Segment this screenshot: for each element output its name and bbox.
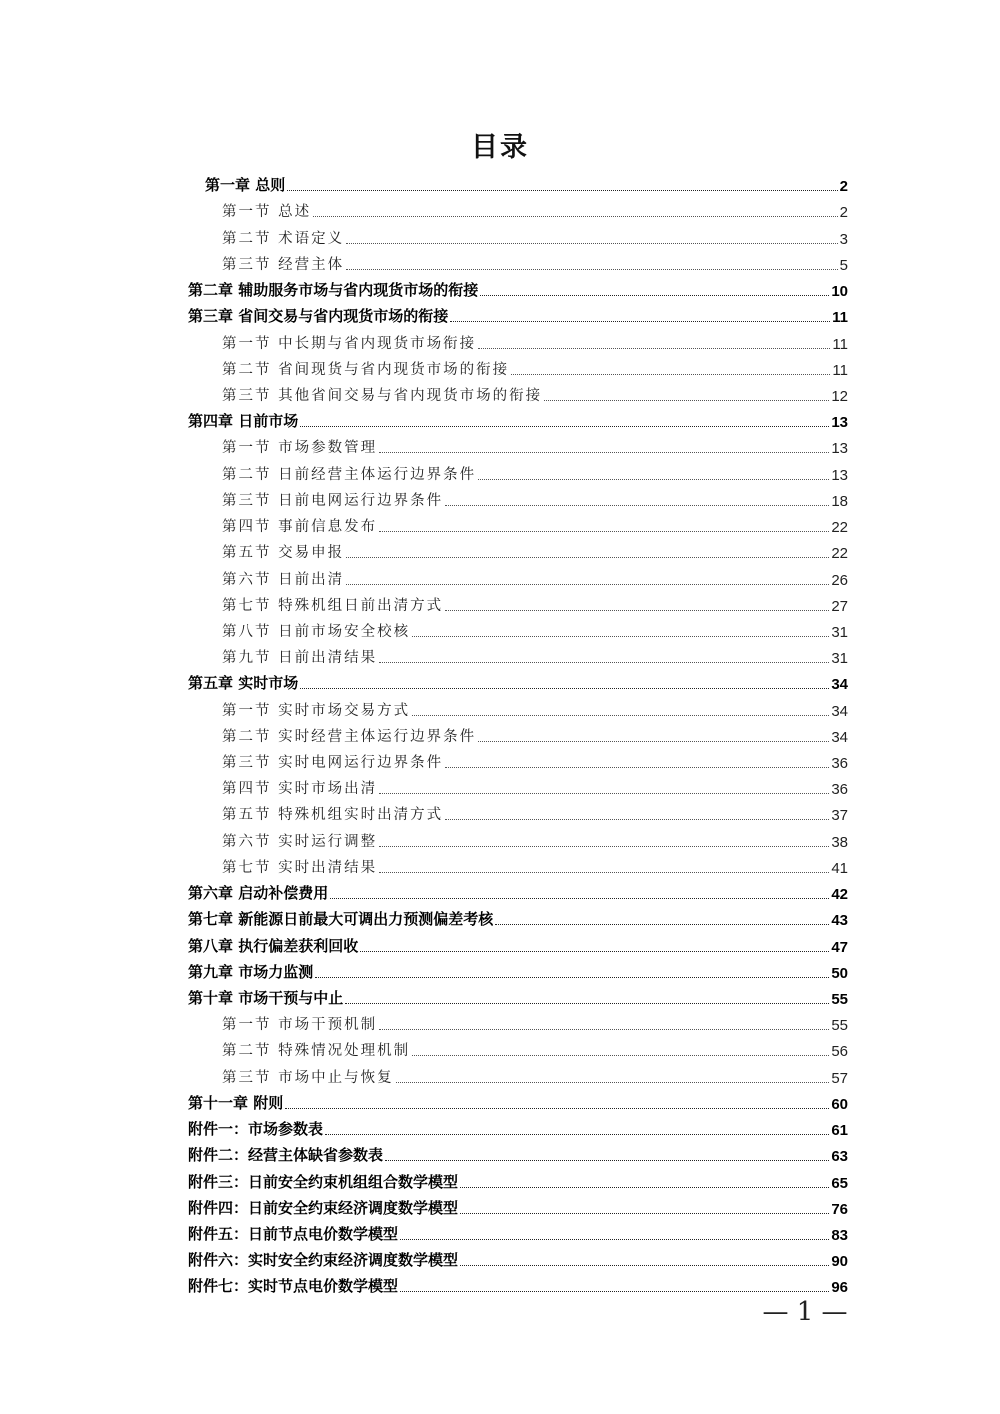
toc-entry-page: 61 [831,1122,848,1140]
toc-section-entry[interactable] [0,695,1000,721]
toc-entry-label: 附件三：日前安全约束机组组合数学模型 [188,1172,459,1191]
toc-dot-leader [360,951,829,952]
toc-dot-leader [396,1082,830,1083]
toc-dot-leader [478,741,829,742]
toc-entry-page: 65 [831,1174,848,1192]
toc-section-entry[interactable] [0,486,1000,512]
toc-dot-leader [379,531,829,532]
toc-chapter-entry[interactable] [0,407,1000,433]
toc-entry-page: 10 [831,283,848,301]
toc-entry-page: 34 [831,702,848,720]
toc-section-entry[interactable] [0,1010,1000,1036]
toc-entry-label: 第一章 总则 [205,176,286,195]
toc-entry-page: 3 [839,230,848,248]
toc-entry-page: 27 [831,597,848,615]
toc-section-entry[interactable] [0,564,1000,590]
toc-entry-page: 55 [831,991,848,1008]
toc-entry-page: 50 [831,964,848,982]
toc-entry-page: 34 [831,676,848,694]
toc-dot-leader [379,846,829,847]
toc-section-entry[interactable] [0,722,1000,748]
toc-entry-page: 60 [831,1095,848,1113]
toc-section-entry[interactable] [0,355,1000,381]
toc-entry-page: 2 [839,204,848,222]
toc-entry-label: 附件五：日前节点电价数学模型 [188,1224,399,1243]
toc-chapter-entry[interactable] [0,171,1000,197]
toc-dot-leader [285,1108,829,1109]
toc-section-entry[interactable] [0,197,1000,223]
toc-dot-leader [495,924,829,925]
toc-section-entry[interactable] [0,800,1000,826]
toc-entry-page: 38 [831,833,848,851]
toc-dot-leader [460,1187,829,1188]
toc-section-entry[interactable] [0,853,1000,879]
toc-section-entry[interactable] [0,250,1000,276]
toc-section-entry[interactable] [0,433,1000,459]
toc-entry-label: 第二节 术语定义 [222,230,345,247]
toc-entry-page: 57 [831,1069,848,1087]
toc-entry-page: 41 [831,859,848,877]
toc-section-entry[interactable] [0,643,1000,669]
toc-entry-page: 22 [831,545,848,563]
toc-entry-label: 第一节 总述 [222,204,312,221]
toc-entry-label: 第四节 事前信息发布 [222,519,378,536]
toc-section-entry[interactable] [0,223,1000,249]
toc-dot-leader [544,400,829,401]
toc-dot-leader [300,688,829,689]
toc-entry-page: 34 [831,728,848,746]
toc-section-entry[interactable] [0,328,1000,354]
toc-section-entry[interactable] [0,1036,1000,1062]
toc-entry-page: 76 [831,1200,848,1218]
toc-chapter-entry[interactable] [0,1141,1000,1167]
toc-entry-label: 附件四：日前安全约束经济调度数学模型 [188,1198,459,1217]
toc-entry-label: 第三章 省间交易与省内现货市场的衔接 [188,307,449,326]
toc-dot-leader [325,1134,829,1135]
toc-entry-page: 18 [831,492,848,510]
toc-dot-leader [313,216,838,217]
toc-dot-leader [346,269,838,270]
toc-entry-page: 37 [831,807,848,825]
toc-entry-label: 附件二：经营主体缺省参数表 [188,1146,384,1165]
toc-dot-leader [379,1029,829,1030]
toc-entry-label: 第六节 日前出清 [222,571,345,588]
toc-entry-label: 第一节 市场干预机制 [222,1017,378,1034]
toc-entry-label: 第二节 省间现货与省内现货市场的衔接 [222,361,510,378]
toc-dot-leader [379,452,829,453]
toc-entry-label: 第三节 经营主体 [222,256,345,273]
toc-dot-leader [445,819,829,820]
toc-entry-page: 12 [831,387,848,405]
toc-entry-label: 第六节 实时运行调整 [222,833,378,850]
page-number: — 1 — [762,1297,848,1327]
toc-entry-label: 第十一章 附则 [188,1093,284,1112]
toc-dot-leader [412,1055,829,1056]
toc-entry-page: 90 [831,1253,848,1271]
toc-entry-label: 第六章 启动补偿费用 [188,884,329,903]
toc-entry-page: 5 [839,256,848,274]
toc-chapter-entry[interactable] [0,302,1000,328]
toc-entry-label: 第二章 辅助服务市场与省内现货市场的衔接 [188,281,479,300]
toc-dot-leader [480,295,829,296]
toc-entry-page: 11 [832,309,848,327]
toc-entry-label: 第一节 实时市场交易方式 [222,702,411,719]
toc-entry-label: 第七节 特殊机组日前出清方式 [222,597,444,614]
toc-dot-leader [287,190,837,191]
toc-dot-leader [379,872,829,873]
toc-dot-leader [412,715,829,716]
toc-entry-page: 36 [831,781,848,799]
toc-section-entry[interactable] [0,826,1000,852]
toc-section-entry[interactable] [0,617,1000,643]
toc-dot-leader [460,1265,829,1266]
toc-dot-leader [412,636,829,637]
toc-dot-leader [445,610,829,611]
toc-chapter-entry[interactable] [0,1220,1000,1246]
toc-chapter-entry[interactable] [0,958,1000,984]
toc-entry-page: 43 [831,912,848,930]
toc-entry-page: 55 [831,1017,848,1035]
toc-entry-page: 96 [831,1279,848,1297]
toc-title: 目录 [471,132,529,163]
toc-entry-label: 第三节 市场中止与恢复 [222,1069,394,1086]
toc-entry-label: 第五章 实时市场 [188,674,299,693]
toc-entry-label: 第五节 交易申报 [222,545,345,562]
toc-entry-page: 13 [831,466,848,484]
toc-dot-leader [379,662,829,663]
toc-dot-leader [346,243,838,244]
toc-entry-label: 第三节 日前电网运行边界条件 [222,492,444,509]
toc-entry-label: 附件七：实时节点电价数学模型 [188,1277,399,1296]
toc-entry-page: 31 [831,623,848,641]
toc-entry-page: 2 [839,178,848,196]
toc-dot-leader [400,1239,829,1240]
toc-entry-label: 附件六：实时安全约束经济调度数学模型 [188,1251,459,1270]
toc-entry-page: 11 [832,335,848,353]
toc-entry-page: 36 [831,755,848,773]
toc-chapter-entry[interactable] [0,276,1000,302]
toc-entry-page: 13 [831,414,848,432]
toc-section-entry[interactable] [0,591,1000,617]
toc-dot-leader [445,767,829,768]
toc-entry-label: 第一节 市场参数管理 [222,440,378,457]
toc-dot-leader [478,348,830,349]
toc-entry-label: 第九章 市场力监测 [188,962,314,981]
toc-dot-leader [346,557,829,558]
toc-entry-label: 第四节 实时市场出清 [222,781,378,798]
toc-dot-leader [345,1003,829,1004]
toc-dot-leader [315,977,829,978]
toc-dot-leader [450,321,830,322]
toc-dot-leader [511,374,830,375]
toc-entry-label: 第二节 日前经营主体运行边界条件 [222,466,477,483]
toc-entry-label: 第二节 实时经营主体运行边界条件 [222,728,477,745]
toc-entry-page: 83 [831,1226,848,1244]
toc-section-entry[interactable] [0,774,1000,800]
toc-entry-label: 第九节 日前出清结果 [222,650,378,667]
toc-entry-label: 第十章 市场干预与中止 [188,989,344,1007]
toc-dot-leader [330,898,829,899]
toc-chapter-entry[interactable] [0,1115,1000,1141]
toc-chapter-entry[interactable] [0,1167,1000,1193]
toc-entry-label: 第一节 中长期与省内现货市场衔接 [222,335,477,352]
toc-entry-label: 第七节 实时出清结果 [222,859,378,876]
toc-chapter-entry[interactable] [0,1194,1000,1220]
toc-list [0,171,1000,1298]
toc-chapter-entry[interactable] [0,905,1000,931]
toc-section-entry[interactable] [0,459,1000,485]
toc-entry-page: 11 [832,361,848,379]
toc-entry-page: 26 [831,571,848,589]
toc-entry-page: 56 [831,1043,848,1061]
toc-entry-label: 第四章 日前市场 [188,412,299,431]
toc-chapter-entry[interactable] [0,1089,1000,1115]
toc-entry-label: 第八节 日前市场安全校核 [222,623,411,640]
toc-chapter-entry[interactable] [0,879,1000,905]
toc-entry-label: 第五节 特殊机组实时出清方式 [222,807,444,824]
toc-dot-leader [346,584,829,585]
toc-entry-label: 第八章 执行偏差获利回收 [188,936,359,955]
toc-chapter-entry[interactable] [0,984,1000,1010]
toc-entry-label: 第二节 特殊情况处理机制 [222,1043,411,1060]
toc-chapter-entry[interactable] [0,1246,1000,1272]
toc-section-entry[interactable] [0,748,1000,774]
toc-entry-label: 第三节 其他省间交易与省内现货市场的衔接 [222,387,543,404]
toc-entry-page: 42 [831,886,848,904]
toc-entry-label: 第三节 实时电网运行边界条件 [222,755,444,772]
toc-section-entry[interactable] [0,1062,1000,1088]
toc-dot-leader [385,1160,829,1161]
toc-chapter-entry[interactable] [0,669,1000,695]
toc-entry-page: 13 [831,440,848,458]
toc-entry-page: 22 [831,519,848,537]
toc-entry-page: 31 [831,650,848,668]
toc-dot-leader [300,426,829,427]
toc-section-entry[interactable] [0,538,1000,564]
toc-dot-leader [478,479,829,480]
toc-dot-leader [445,505,829,506]
toc-dot-leader [379,793,829,794]
toc-entry-page: 63 [831,1148,848,1166]
toc-chapter-entry[interactable] [0,931,1000,957]
toc-section-entry[interactable] [0,381,1000,407]
toc-entry-page: 47 [831,938,848,956]
toc-section-entry[interactable] [0,512,1000,538]
toc-entry-label: 附件一：市场参数表 [188,1120,324,1139]
toc-entry-label: 第七章 新能源日前最大可调出力预测偏差考核 [188,910,494,929]
toc-dot-leader [460,1213,829,1214]
